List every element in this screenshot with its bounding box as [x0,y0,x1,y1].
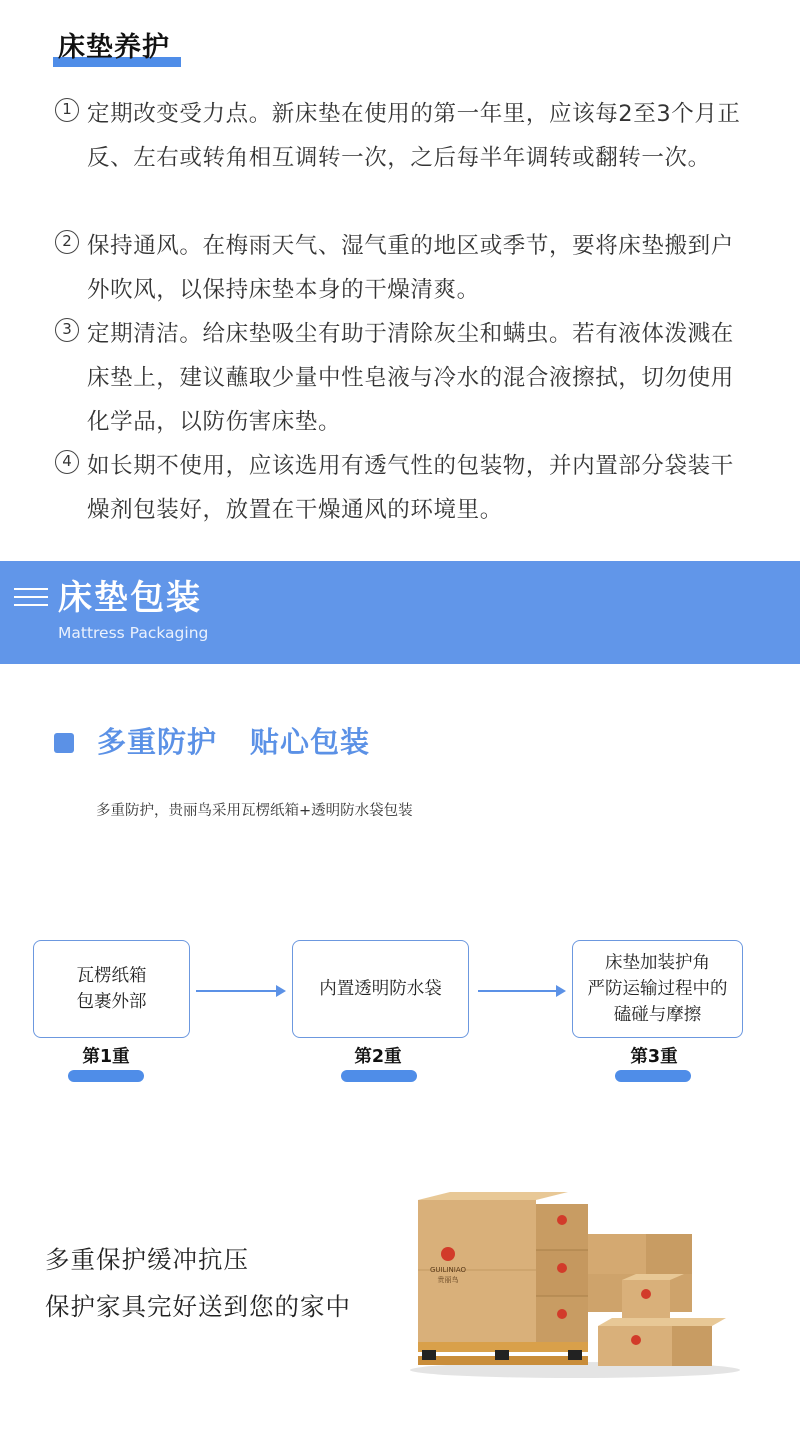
care-item-4 [55,444,745,532]
circled-number-4: 4 [55,450,79,474]
step-box-3 [572,940,743,1038]
care-item-1 [55,92,745,180]
banner-title: 床垫包装 [58,578,202,618]
care-title: 床垫养护 [58,32,170,63]
step-text: 瓦楞纸箱 包裹外部 [76,966,147,1012]
care-item-text: 定期清洁。给床垫吸尘有助于清除灰尘和螨虫。若有液体泼溅在床垫上，建议蘸取少量中性皂液与冷水的混合液擦拭，切勿使用化学品，以防伤害床垫。 [87,321,734,435]
circled-number-1: 1 [55,98,79,122]
step-box-2 [292,940,469,1038]
care-item-text: 定期改变受力点。新床垫在使用的第一年里，应该每2至3个月正反、左右或转角相互调转一次，之后每半年调转或翻转一次。 [87,101,741,171]
menu-lines-icon [14,588,48,608]
step-underline [615,1070,691,1082]
care-item-3 [55,312,745,444]
care-item-2 [55,224,745,312]
circled-number-2: 2 [55,230,79,254]
step-label-2: 第2重 [354,1047,402,1067]
protection-heading-2: 贴心包装 [250,725,371,759]
step-label-3: 第3重 [630,1047,678,1067]
step-text: 床垫加装护角 严防运输过程中的 磕碰与摩擦 [587,953,728,1025]
arrow-right-icon [478,990,564,992]
care-item-text: 如长期不使用，应该选用有透气性的包装物，并内置部分袋装干燥剂包装好，放置在干燥通风的环境里。 [87,453,734,523]
square-bullet-icon [54,733,74,753]
protection-heading-1: 多重防护 [97,725,218,759]
bottom-line-1: 多重保护缓冲抗压 [45,1245,249,1274]
step-label-1: 第1重 [82,1047,130,1067]
care-item-text: 保持通风。在梅雨天气、湿气重的地区或季节，要将床垫搬到户外吹风，以保持床垫本身的干燥清爽。 [87,233,734,303]
logo-cn: 贵丽鸟 [437,1276,459,1284]
arrow-right-icon [196,990,284,992]
bottom-line-2: 保护家具完好送到您的家中 [45,1292,351,1321]
protection-description: 多重防护，贵丽鸟采用瓦楞纸箱+透明防水袋包装 [96,803,413,819]
banner-subtitle: Mattress Packaging [58,624,209,642]
section-banner [0,561,800,664]
step-underline [68,1070,144,1082]
logo-text: GUILINIAO [429,1266,467,1274]
step-text: 内置透明防水袋 [319,979,442,999]
boxes-on-pallet-image [400,1190,745,1380]
step-underline [341,1070,417,1082]
circled-number-3: 3 [55,318,79,342]
step-box-1 [33,940,190,1038]
